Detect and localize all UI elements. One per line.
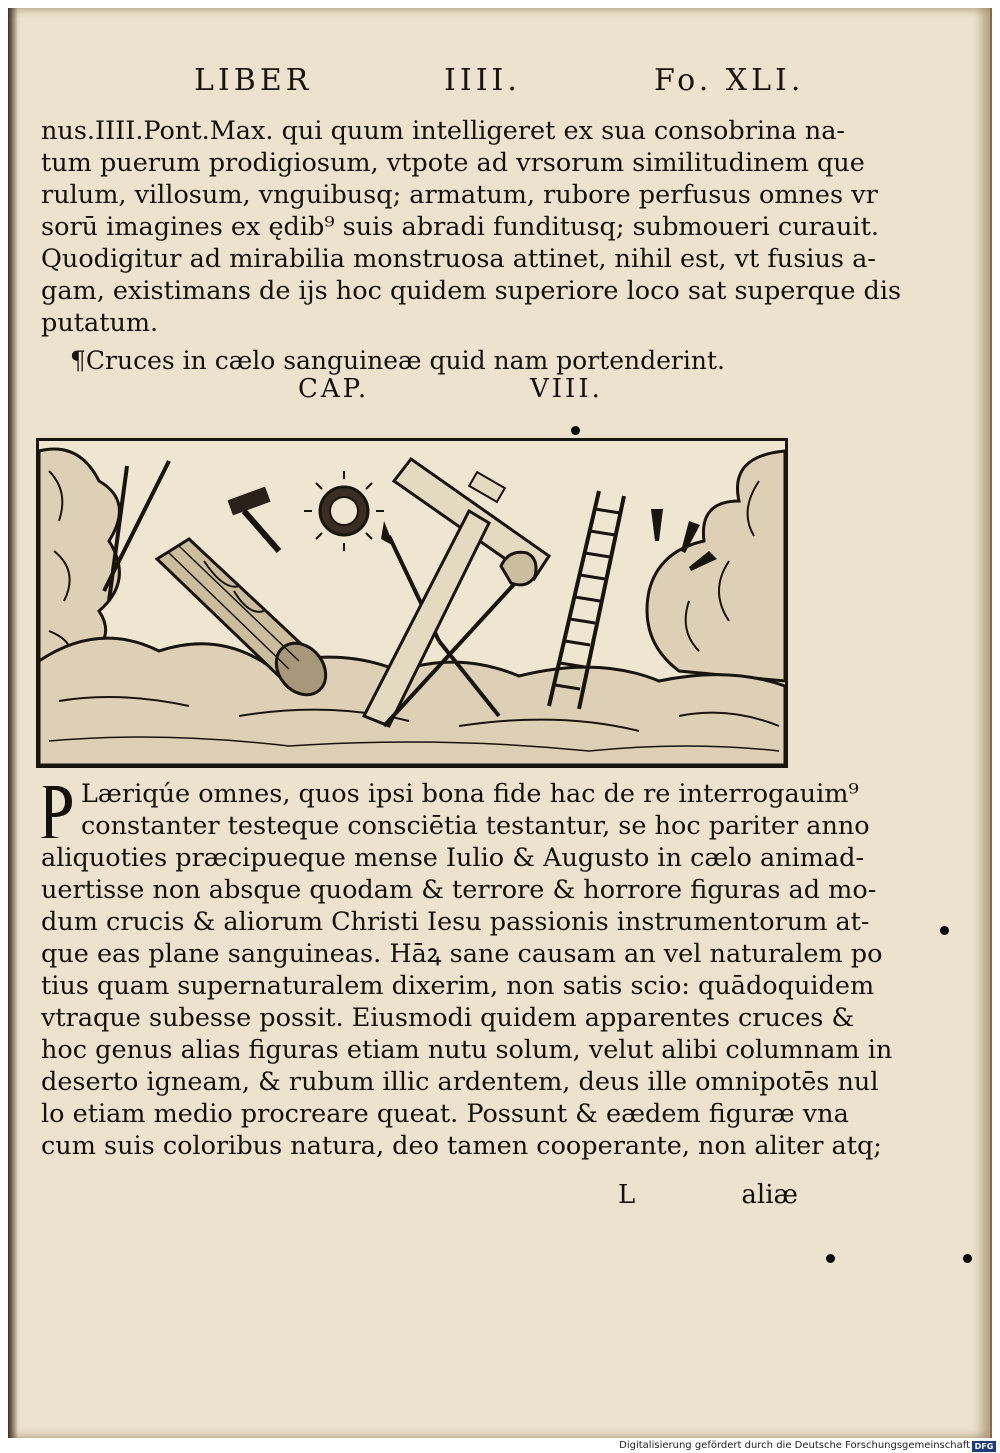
body-paragraph [41,778,893,1162]
text-line: uertisse non absque quodam & terrore & horrore figuras ad mo- [41,875,877,905]
footer-bar [0,1438,1000,1453]
running-head-book-number: IIII. [444,63,521,98]
top-paragraph [41,115,902,339]
text-line: rulum, villosum, vnguibusq; armatum, rubore perfusus omnes vr [41,180,878,210]
text-line: vtraque subesse possit. Eiusmodi quidem apparentes cruces & [41,1003,855,1033]
text-line: Quodigitur ad mirabilia monstruosa attinet, nihil est, vt fusius a- [41,244,876,274]
text-line: hoc genus alias figuras etiam nutu solum, velut alibi columnam in [41,1035,893,1065]
text-line: Læriqúe omnes, quos ipsi bona fide hac de re interrogauim⁹ [81,779,859,809]
catchline [618,1180,798,1212]
text-line: tius quam supernaturalem dixerim, non satis scio: quādoquidem [41,971,875,1001]
book-page [8,8,992,1438]
text-line: dum crucis & aliorum Christi Iesu passionis instrumentorum at- [41,907,870,937]
speck [826,1254,835,1263]
speck [940,926,949,935]
hammer-icon [227,487,279,551]
cloud-right [647,451,785,681]
chapter-label: CAP. [298,374,370,404]
text-line: constanter testeque consciētia testantur, se hoc pariter anno [81,811,870,841]
text-line: lo etiam medio procreare queat. Possunt & eædem figuræ vna [41,1099,849,1129]
chapter-number: VIII. [530,374,603,404]
running-head-book: LIBER [194,63,313,98]
crown-of-thorns-icon [304,471,384,551]
woodcut-illustration [36,438,788,768]
text-line: cum suis coloribus natura, deo tamen cooperante, non aliter atq; [41,1131,882,1161]
text-line: deserto igneam, & rubum illic ardentem, deus ille omnipotēs nul [41,1067,879,1097]
speck [571,426,580,435]
text-line: que eas plane sanguineas. Hāꝝ sane causam an vel naturalem po [41,939,883,969]
binding-shadow [8,8,18,1438]
footer-credit: Digitalisierung gefördert durch die Deutsche Forschungsgemeinschaft [619,1440,970,1451]
text-line: tum puerum prodigiosum, vtpote ad vrsorum similitudinem que [41,148,865,178]
dfg-logo: DFG [972,1441,996,1452]
chapter-title: ¶Cruces in cælo sanguineæ quid nam portenderint. [70,346,725,375]
text-line: putatum. [41,308,159,338]
text-line: nus.IIII.Pont.Max. qui quum intelligeret ex sua consobrina na- [41,116,846,146]
signature-mark: L [618,1180,636,1210]
text-line: aliquoties præcipueque mense Iulio & Augusto in cælo animad- [41,843,865,873]
text-line: sorū imagines ex ędib⁹ suis abradi funditusq; submoueri curauit. [41,212,879,242]
speck [963,1254,972,1263]
catchword: aliæ [741,1180,798,1210]
running-head-folio: Fo. XLI. [654,63,805,98]
text-line: gam, existimans de ijs hoc quidem superiore loco sat superque dis [41,276,902,306]
woodcut-drawing [39,441,785,765]
